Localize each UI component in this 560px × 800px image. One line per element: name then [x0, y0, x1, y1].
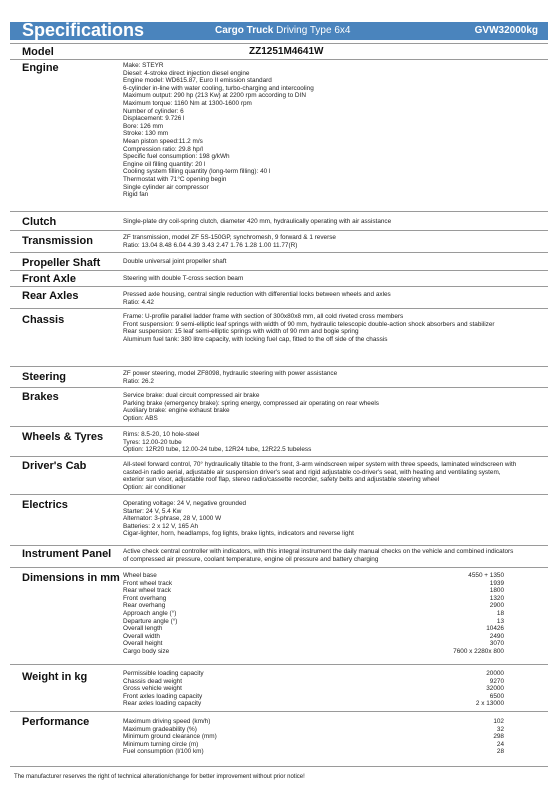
divider-performance: [10, 711, 548, 712]
front-axle-label: Front Axle: [22, 273, 76, 285]
spec-line: Alternator: 3-phrase, 28 V, 1000 W: [123, 515, 222, 523]
spec-line: Ratio: 13.04 8.48 6.04 4.39 3.43 2.47 1.76 1.28 1.00 11.77(R): [123, 241, 298, 249]
spec-item-name: Overall length: [123, 625, 163, 633]
spec-line: Front suspension: 9 semi-elliptic leaf springs with width of 90 mm, hydraulic telescopic double-action shock absorbers and stabilizer: [123, 320, 495, 328]
spec-line: Option: ABS: [123, 414, 158, 422]
spec-item-name: Cargo body size: [123, 647, 170, 655]
divider-propeller: [10, 252, 548, 253]
spec-line: ZF transmission, model ZF 5S-150GP, synchromesh, 9 forward & 1 reverse: [123, 234, 336, 241]
weight-values: [380, 670, 504, 708]
spec-item-value: 20000: [486, 670, 504, 677]
divider-footer: [10, 766, 548, 767]
rear-axles-specs: [123, 291, 391, 306]
weight-label: Weight in kg: [22, 671, 88, 683]
clutch-specs: [123, 218, 391, 226]
spec-line: Make: STEYR: [123, 62, 164, 69]
spec-line: Steering with double T-cross section beam: [123, 275, 244, 282]
spec-line: Operating voltage: 24 V, negative grounded: [123, 500, 247, 507]
spec-line: Cigar-lighter, horn, headlamps, fog lights, brake lights, indicators and reverse light: [123, 530, 354, 538]
spec-line: Ratio: 26.2: [123, 377, 154, 385]
spec-item-name: Rear wheel track: [123, 587, 171, 595]
spec-item-value: 32: [496, 725, 504, 733]
spec-line: Maximum output: 290 hp (213 Kw) at 2200 rpm according to DIN: [123, 92, 306, 100]
spec-item-value: 1320: [489, 594, 504, 602]
spec-line: of compressed air pressure, coolant temperature, engine oil pressure and battery charging: [123, 555, 379, 563]
spec-line: Diesel: 4-stroke direct injection diesel engine: [123, 69, 250, 77]
divider-steering: [10, 366, 548, 367]
chassis-label: Chassis: [22, 314, 65, 326]
spec-line: Compression ratio: 29.8 hp/l: [123, 145, 203, 153]
spec-line: Starter: 24 V, 5.4 Kw: [123, 507, 182, 515]
header-bar: [10, 22, 548, 40]
dimensions-values: [380, 572, 504, 656]
spec-item-name: Chassis dead weight: [123, 677, 182, 685]
spec-line: Auxiliary brake: engine exhaust brake: [123, 407, 230, 415]
engine-specs: [123, 62, 314, 199]
spec-line: Option: 12R20 tube, 12.00-24 tube, 12R24 tube, 12R22.5 tubeless: [123, 446, 312, 454]
spec-line: Stroke: 130 mm: [123, 130, 169, 138]
chassis-specs: [123, 313, 495, 343]
brakes-label: Brakes: [22, 391, 59, 403]
spec-item-value: 18: [496, 609, 504, 617]
divider-engine: [10, 59, 548, 60]
spec-line: All-steel forward control, 70° hydraulically tiltable to the front, 3-arm windscreen wiper system with three speeds, laminated windscreen with: [123, 461, 517, 468]
divider-electrics: [10, 494, 548, 495]
divider-brakes: [10, 387, 548, 388]
spec-item-name: Maximum gradeability (%): [123, 725, 197, 733]
spec-line: Single-plate dry coil-spring clutch, diameter 420 mm, hydraulically operating with air assistance: [123, 218, 392, 225]
dimensions-names: [123, 572, 177, 656]
spec-line: Frame: U-profile parallel ladder frame with section of 300x80x8 mm, all cold riveted cross members: [123, 313, 404, 320]
spec-item-value: 2900: [489, 602, 504, 610]
spec-item-name: Rear overhang: [123, 602, 166, 610]
spec-item-name: Overall height: [123, 640, 163, 648]
divider-front-axle: [10, 270, 548, 271]
clutch-label: Clutch: [22, 216, 57, 228]
spec-line: Service brake: dual circuit compressed air brake: [123, 392, 260, 399]
brakes-specs: [123, 392, 379, 422]
spec-line: Engine model: WD615.87, Euro II emission standard: [123, 77, 272, 85]
spec-item-value: 32000: [486, 685, 504, 693]
page-title: Specifications: [22, 20, 145, 40]
spec-item-value: 2490: [489, 632, 504, 640]
spec-item-name: Maximum driving speed (km/h): [123, 718, 211, 725]
spec-item-value: 298: [493, 733, 504, 741]
divider-chassis: [10, 308, 548, 309]
divider-rear-axles: [10, 286, 548, 287]
spec-item-name: Front overhang: [123, 594, 167, 602]
divider-transmission: [10, 230, 548, 231]
spec-line: Rims: 8.5-20, 10 hole-steel: [123, 431, 200, 438]
spec-item-value: 1939: [489, 579, 504, 587]
spec-line: ZF power steering, model ZF8098, hydraulic steering with power assistance: [123, 370, 338, 377]
weight-names: [123, 670, 204, 708]
spec-item-name: Front wheel track: [123, 579, 173, 587]
divider-wheels: [10, 426, 548, 427]
instrument-label: Instrument Panel: [22, 548, 112, 560]
spec-line: Bore: 126 mm: [123, 122, 164, 130]
dimensions-label: Dimensions in mm: [22, 572, 120, 584]
spec-item-value: 1800: [489, 587, 504, 595]
spec-line: Tyres: 12.00-20 tube: [123, 438, 182, 446]
front-axle-specs: [123, 275, 243, 283]
spec-item-name: Fuel consumption (l/100 km): [123, 748, 204, 756]
spec-item-value: 9270: [489, 677, 504, 685]
cab-label: Driver's Cab: [22, 460, 87, 472]
spec-line: Thermostat with 71°C opening begin: [123, 175, 227, 183]
spec-line: Ratio: 4.42: [123, 298, 154, 306]
electrics-label: Electrics: [22, 499, 68, 511]
spec-line: Active check central controller with indicators, with this integral instrument the daily manual checks on the vehicle and combined indicators: [123, 548, 514, 555]
wheels-specs: [123, 431, 311, 454]
spec-line: Specific fuel consumption: 198 g/kWh: [123, 153, 230, 161]
spec-item-value: 102: [493, 718, 504, 725]
spec-item-name: Minimum ground clearance (mm): [123, 733, 217, 741]
spec-line: Displacement: 9.726 l: [123, 115, 185, 123]
spec-line: Single cylinder air compressor: [123, 183, 209, 191]
spec-item-name: Rear axles loading capacity: [123, 700, 202, 708]
spec-line: Number of cylinder: 6: [123, 107, 184, 115]
spec-line: Pressed axle housing, central single reduction with differential locks between wheels and axles: [123, 291, 391, 298]
model-label: Model: [22, 46, 54, 58]
spec-item-value: 3070: [489, 640, 504, 648]
spec-item-value: 28: [496, 748, 504, 756]
transmission-specs: [123, 234, 336, 249]
propeller-label: Propeller Shaft: [22, 257, 101, 269]
drive-type: Driving Type 6x4: [276, 25, 351, 36]
steering-specs: [123, 370, 337, 385]
spec-line: Mean piston speed:11.2 m/s: [123, 137, 203, 145]
spec-item-value: 2 x 13000: [475, 700, 504, 708]
performance-names: [123, 718, 217, 756]
spec-item-name: Departure angle (°): [123, 617, 178, 625]
header-subtitle: [215, 25, 350, 36]
spec-line: Option: air conditioner: [123, 483, 186, 491]
spec-line: Batteries: 2 x 12 V, 165 Ah: [123, 522, 199, 530]
spec-line: Cooling system filling quantity (long-term filling): 40 l: [123, 168, 271, 176]
performance-values: [380, 718, 504, 756]
spec-item-value: 4550 + 1350: [468, 572, 504, 579]
spec-line: Parking brake (emergency brake): spring energy, compressed air operating on rear wheels: [123, 399, 379, 407]
spec-item-name: Minimum turning circle (m): [123, 740, 199, 748]
spec-item-value: 10426: [486, 625, 504, 633]
spec-line: exterior sun visor, adjustable roof flap, stereo radio/cassette recorder, safety belts and adjustable steering wheel: [123, 476, 440, 484]
spec-item-name: Overall width: [123, 632, 160, 640]
spec-item-name: Wheel base: [123, 572, 157, 579]
divider-clutch: [10, 211, 548, 212]
spec-line: 6-cylinder in-line with water cooling, turbo-charging and intercooling: [123, 84, 314, 92]
spec-line: Double universal joint propeller shaft: [123, 258, 227, 265]
divider-weight: [10, 664, 548, 665]
spec-line: Engine oil filling quantity: 20 l: [123, 160, 206, 168]
instrument-specs: [123, 548, 513, 563]
spec-line: Aluminum fuel tank: 380 litre capacity, with locking fuel cap, fitted to the off side of the chassis: [123, 335, 388, 343]
gvw-label: GVW32000kg: [474, 25, 538, 36]
spec-item-value: 13: [496, 617, 504, 625]
divider-dimensions: [10, 567, 548, 568]
spec-line: Rear suspension: 15 leaf semi-elliptic springs with width of 90 mm and bogie spring: [123, 328, 359, 336]
cab-specs: [123, 461, 516, 491]
spec-item-name: Approach angle (°): [123, 609, 177, 617]
spec-item-value: 7600 x 2280x 800: [453, 647, 504, 655]
divider-instrument: [10, 545, 548, 546]
spec-item-name: Permissible loading capacity: [123, 670, 204, 677]
model-value: ZZ1251M4641W: [249, 46, 324, 57]
spec-item-value: 24: [496, 740, 504, 748]
spec-line: casted-in radio aerial, adjustable air suspension driver's seat and rigid adjustable co-driver's seat, with heating and ventilating system,: [123, 468, 501, 476]
product-name: Cargo Truck: [215, 25, 274, 36]
spec-item-name: Front axles loading capacity: [123, 692, 203, 700]
rear-axles-label: Rear Axles: [22, 290, 79, 302]
engine-label: Engine: [22, 62, 59, 74]
spec-line: Rigid fan: [123, 191, 149, 199]
wheels-label: Wheels & Tyres: [22, 431, 104, 443]
transmission-label: Transmission: [22, 235, 93, 247]
divider-cab: [10, 456, 548, 457]
electrics-specs: [123, 500, 354, 538]
spec-item-value: 6500: [489, 692, 504, 700]
propeller-specs: [123, 258, 226, 266]
performance-label: Performance: [22, 716, 90, 728]
spec-item-name: Gross vehicle weight: [123, 685, 182, 693]
spec-line: Maximum torque: 1160 Nm at 1300-1600 rpm: [123, 99, 252, 107]
footer-disclaimer: The manufacturer reserves the right of technical alteration/change for better improvement without prior notice!: [14, 774, 305, 780]
steering-label: Steering: [22, 371, 67, 383]
